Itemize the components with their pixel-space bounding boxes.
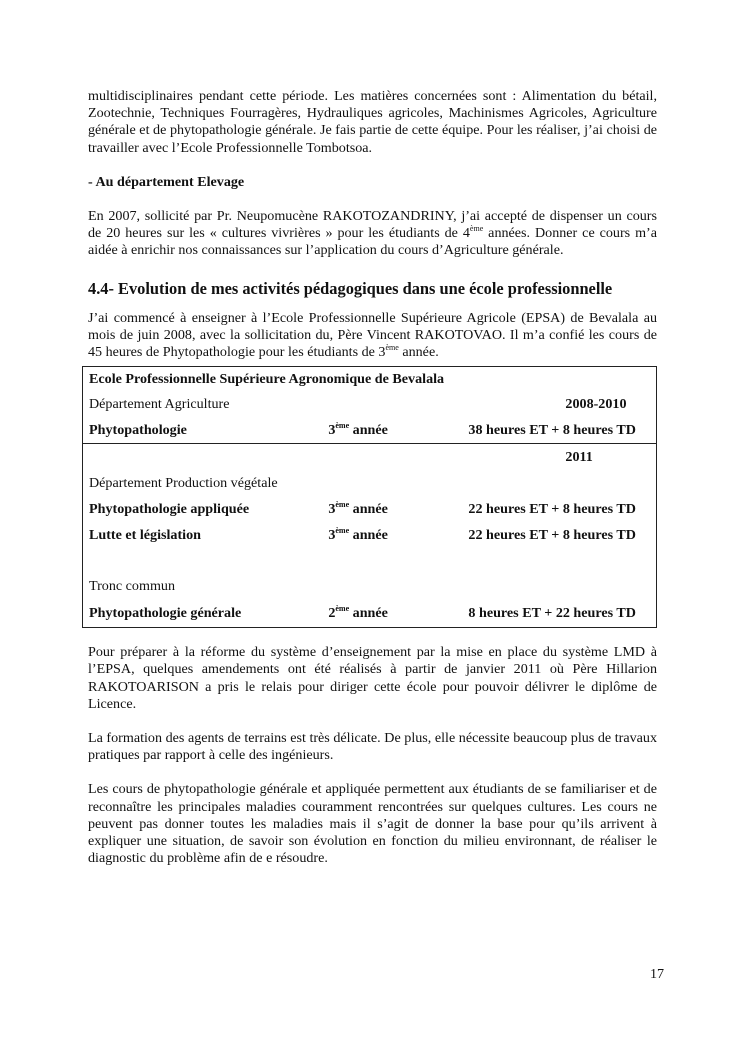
table-row <box>83 367 657 392</box>
course-hours: 22 heures ET + 8 heures TD <box>468 500 636 517</box>
course-hours: 22 heures ET + 8 heures TD <box>468 526 636 543</box>
course-name: Lutte et législation <box>89 526 201 543</box>
period-years: 2008-2010 <box>565 395 627 412</box>
course-hours: 38 heures ET + 8 heures TD <box>468 421 636 438</box>
course-level: 3ème année <box>328 525 388 543</box>
period-years: 2011 <box>462 444 656 471</box>
intro-paragraph: multidisciplinaires pendant cette période. Les matières concernées sont : Alimentation du bétail, Zootechnie, Techniques Fourragères, Hydrauliques agricoles, Machinismes Agricoles, Agriculture générale et de phytopathologie générale. Je fais partie de cette équipe. Pour les réaliser, j’ai choisi de travailler avec l’Ecole Professionnelle Tombotsoa. <box>88 88 657 156</box>
courses-table <box>82 366 657 628</box>
tronc-commun-label: Tronc commun <box>89 577 176 594</box>
page-number: 17 <box>650 966 665 982</box>
table-row <box>83 522 657 548</box>
section-paragraph: J’ai commencé à enseigner à l’Ecole Professionnelle Supérieure Agricole (EPSA) de Bevalala au mois de juin 2008, avec la sollicitation du, Père Vincent RAKOTOVAO. Il m’a confié les cours de 45 heures de Phytopathologie pour les étudiants de 3ème année. <box>88 309 657 361</box>
lmd-paragraph: Pour préparer à la réforme du système d’enseignement par la mise en place du système LMD à l’EPSA, quelques amendements ont été réalisés à partir de janvier 2011 où Père Hillarion RAKOTOARISON a pris le relais pour diriger cette école pour pouvoir délivrer le diplôme de Licence. <box>88 644 657 712</box>
course-name: Phytopathologie générale <box>89 604 242 621</box>
courses-paragraph: Les cours de phytopathologie générale et appliquée permettent aux étudiants de se familiariser et de reconnaître les principales maladies couramment rencontrées sur quelques cultures. Les cours ne peuvent pas donner toutes les maladies mais il s’agit de donner la base pour qu’ils arrivent à expliquer une situation, de savoir son évolution en fonction du milieu environnant, de réaliser le diagnostic du problème afin de e résoudre. <box>88 781 657 867</box>
table-row <box>83 470 657 496</box>
table-row <box>83 573 657 599</box>
course-name: Phytopathologie <box>89 421 187 438</box>
section-title: 4.4- Evolution de mes activités pédagogiques dans une école professionnelle <box>88 278 613 298</box>
department-label: Département Agriculture <box>89 395 230 412</box>
elevage-heading: - Au département Elevage <box>88 173 245 190</box>
document-page <box>88 88 657 867</box>
course-hours: 8 heures ET + 22 heures TD <box>468 604 636 621</box>
department-label: Département Production végétale <box>89 474 278 491</box>
table-row <box>83 417 657 444</box>
course-level: 3ème année <box>328 420 388 438</box>
course-level: 2ème année <box>328 603 388 621</box>
course-level: 3ème année <box>328 499 388 517</box>
agents-paragraph: La formation des agents de terrains est très délicate. De plus, elle nécessite beaucoup plus de travaux pratiques par rapport à celle des ingénieurs. <box>88 730 657 764</box>
table-row <box>83 391 657 417</box>
table-row <box>83 496 657 522</box>
elevage-paragraph: En 2007, sollicité par Pr. Neupomucène RAKOTOZANDRINY, j’ai accepté de dispenser un cours de 20 heures sur les « cultures vivrières » pour les étudiants de 4ème années. Donner ce cours m’a aidée à enrichir nos connaissances sur l’application du cours d’Agriculture générale. <box>88 208 657 259</box>
table-row <box>83 599 657 628</box>
table-row <box>83 548 657 573</box>
course-name: Phytopathologie appliquée <box>89 500 250 517</box>
school-title: Ecole Professionnelle Supérieure Agronomique de Bevalala <box>89 370 445 387</box>
table-row <box>83 444 657 471</box>
